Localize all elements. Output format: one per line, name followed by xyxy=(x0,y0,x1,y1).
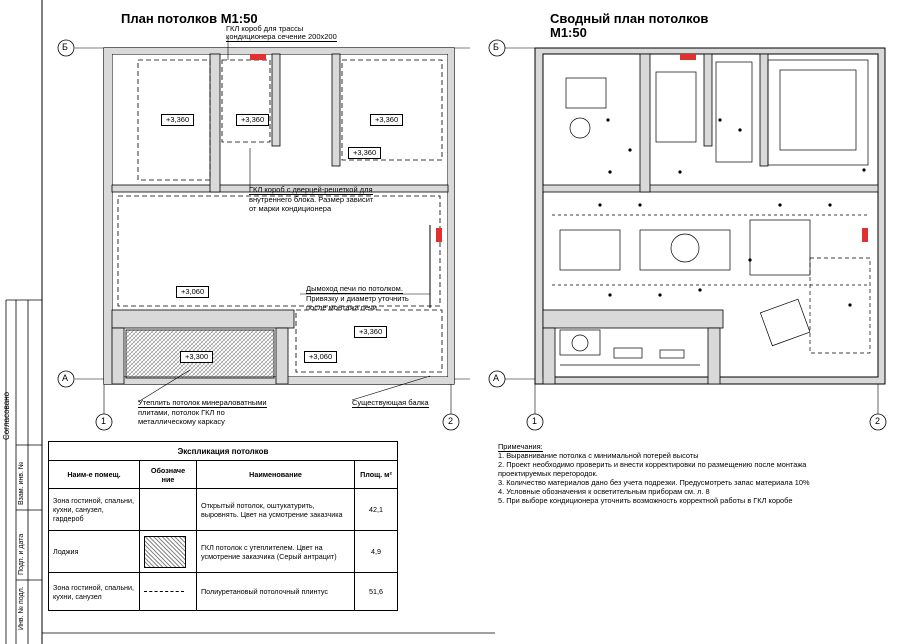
insulation-note-line-3: металлическому каркасу xyxy=(138,417,225,426)
height-tag: +3,360 xyxy=(236,114,269,126)
left-axis-bottom-label: А xyxy=(62,373,69,383)
note-item: проектируемых перегородок. xyxy=(498,469,598,478)
height-tag: +3,360 xyxy=(354,326,387,338)
left-plan-walls xyxy=(75,38,470,415)
right-axis-1-label: 1 xyxy=(532,416,538,426)
insulation-note-line-1: Утеплить потолок минераловатными xyxy=(138,398,267,407)
stamp-replace-inv: Взам. инв. № xyxy=(18,461,25,505)
note-item: 5. При выборе кондиционера уточнить возможность корректной работы в ГКЛ коробе xyxy=(498,496,793,505)
stamp-sign-date: Подп. и дата xyxy=(18,533,25,575)
row-name: ГКЛ потолок с утеплителем. Цвет на усмотрение заказчика (Серый антрацит) xyxy=(197,531,355,573)
row-name: Полиуретановый потолочный плинтус xyxy=(197,573,355,611)
duct-note-line-2: кондиционера сечение 200х200 xyxy=(226,32,337,41)
height-tag: +3,360 xyxy=(348,147,381,159)
row-symbol-hatch xyxy=(140,531,197,573)
chimney-note-line-1: Дымоход печи по потолком. xyxy=(306,284,403,293)
table-row xyxy=(49,489,398,531)
table-title: Экспликация потолков xyxy=(49,442,398,461)
beam-note: Существующая балка xyxy=(352,398,429,407)
ceiling-explication-table xyxy=(48,441,398,611)
stamp-agreed: Согласовано xyxy=(2,391,11,440)
duct-note-line-1: ГКЛ короб для трассы xyxy=(226,24,304,33)
right-axis-top-label: Б xyxy=(493,42,499,52)
height-tag: +3,360 xyxy=(370,114,403,126)
row-symbol-dashed xyxy=(140,573,197,611)
left-axis-top-label: Б xyxy=(62,42,68,52)
height-tag: +3,060 xyxy=(304,351,337,363)
left-axis-1-label: 1 xyxy=(101,416,107,426)
table-row xyxy=(49,573,398,611)
chimney-note-line-2: Привязку и диаметр уточнить xyxy=(306,294,409,303)
notes-heading: Примечания: xyxy=(498,442,543,451)
note-item: 2. Проект необходимо проверить и внести корректировки по размещению после монтажа xyxy=(498,460,807,469)
right-plan-title-line-2: М1:50 xyxy=(550,25,587,40)
ac-box-note-line-1: ГКЛ короб с дверцей-решеткой для xyxy=(249,185,373,194)
col-header-area: Площ. м² xyxy=(355,461,398,489)
col-header-name: Наименование xyxy=(197,461,355,489)
col-header-symbol: Обозначе ние xyxy=(140,461,197,489)
row-room: Зона гостиной, спальни, кухни, санузел xyxy=(49,573,140,611)
right-axis-2-label: 2 xyxy=(875,416,881,426)
left-plan-title: План потолков М1:50 xyxy=(121,11,258,26)
note-item: 1. Выравнивание потолка с минимальной потерей высоты xyxy=(498,451,699,460)
row-room: Лоджия xyxy=(49,531,140,573)
ac-box-note-line-3: от марки кондиционера xyxy=(249,204,332,213)
note-item: 4. Условные обозначения к осветительным приборам см. л. 8 xyxy=(498,487,710,496)
row-room: Зона гостиной, спальни, кухни, санузел, гардероб xyxy=(49,489,140,531)
row-area: 4,9 xyxy=(355,531,398,573)
height-tag: +3,300 xyxy=(180,351,213,363)
stamp-inv-orig: Инв. № подл. xyxy=(18,586,25,630)
row-area: 42,1 xyxy=(355,489,398,531)
chimney-note-line-3: после монтажа печи xyxy=(306,303,377,312)
row-name: Открытый потолок, оштукатурить, выровнять. Цвет на усмотрение заказчика xyxy=(197,489,355,531)
table-row xyxy=(49,531,398,573)
height-tag: +3,360 xyxy=(161,114,194,126)
insulation-note-line-2: плитами, потолок ГКЛ по xyxy=(138,408,225,417)
ac-box-note-line-2: внутреннего блока. Размер зависит xyxy=(249,195,374,204)
row-symbol-open xyxy=(140,489,197,531)
row-area: 51,6 xyxy=(355,573,398,611)
right-plan-title-line-1: Сводный план потолков xyxy=(550,11,709,26)
right-plan-walls xyxy=(505,48,885,415)
left-axis-2-label: 2 xyxy=(448,416,454,426)
height-tag: +3,060 xyxy=(176,286,209,298)
note-item: 3. Количество материалов дано без учета подрезки. Предусмотреть запас материала 10% xyxy=(498,478,810,487)
right-axis-bottom-label: А xyxy=(493,373,500,383)
col-header-room: Наим-е помещ. xyxy=(49,461,140,489)
